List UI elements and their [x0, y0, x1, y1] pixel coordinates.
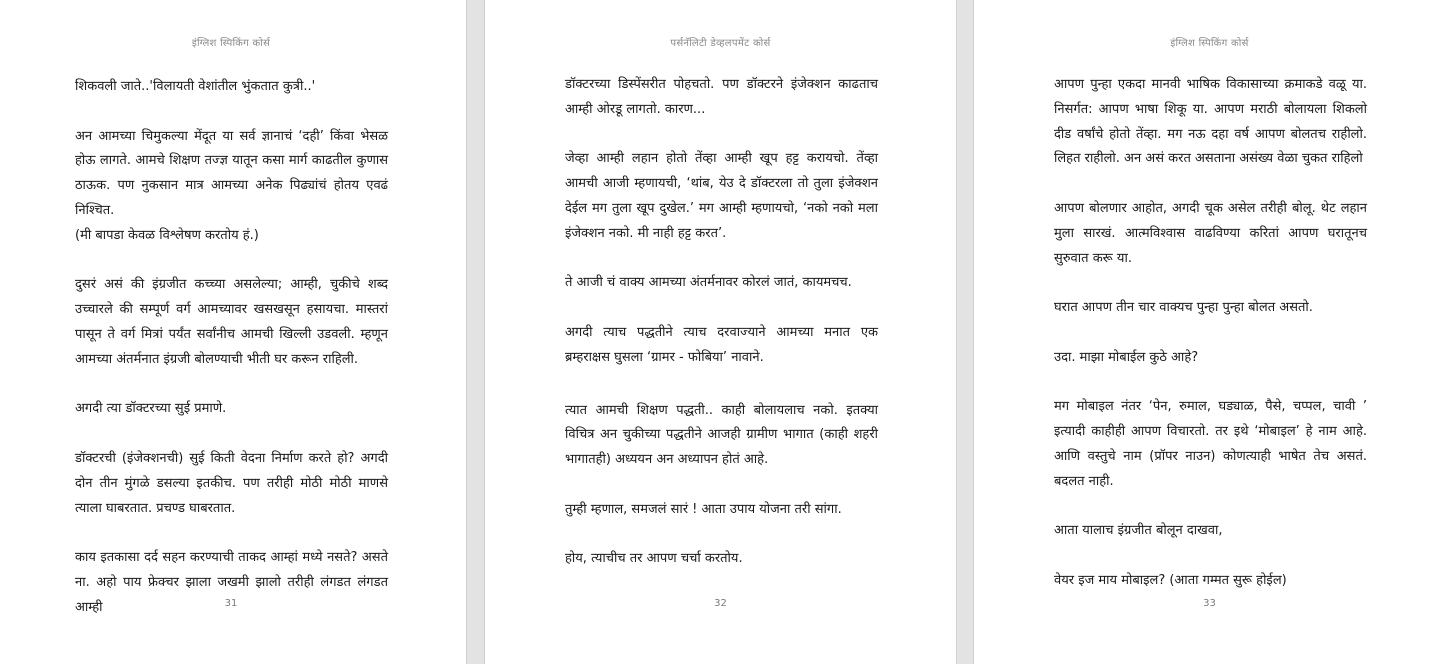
page-32 [484, 0, 957, 664]
paragraph: अगदी त्याच पद्धतीने त्याच दरवाज्याने आमच्या मनात एक ब्रम्हराक्षस घुसला ‘ग्रामर - फोबिया’ नावाने. [565, 324, 878, 365]
paragraph: आपण बोलणार आहोत, अगदी चूक असेल तरीही बोलू. थेट लहान मुला सारखं. आत्मविश्वास वाढविण्या करितां आपण घरातूनच सुरुवात करू या. [1054, 200, 1367, 266]
page-31 [0, 0, 467, 664]
page-number: 31 [224, 598, 238, 609]
paragraph: डॉक्टरच्या डिस्पेंसरीत पोहचतो. पण डॉक्टरने इंजेक्शन काढताच आम्ही ओरडू लागतो. कारण... [565, 77, 878, 117]
paragraph: अन आमच्या चिमुकल्या मेंदूत या सर्व ज्ञानाचं ‘दही’ किंवा भेसळ होऊ लागते. आमचे शिक्षण तज्ज्ञ यातून कसा मार्ग काढतील कुणास ठाऊक. पण नुकसान मात्र आमच्या अनेक पिढ्यांचं होतय एवढं निश्चित. [75, 128, 388, 218]
paragraph: त्यात आमची शिक्षण पद्धती.. काही बोलायलाच नको. इतक्या विचित्र अन चुकीच्या पद्धतीने आजही ग्रामीण भागात (काही शहरी भागातही) अध्ययन अन अध्यापन होतं आहे. [565, 402, 878, 468]
paragraph: आता यालाच इंग्रजीत बोलून दाखवा, [1054, 523, 1223, 539]
page-body [565, 73, 878, 597]
running-header: पर्सनॅलिटी डेव्हलपमेंट कोर्स [670, 38, 771, 49]
page-body [1054, 73, 1367, 619]
paragraph: काय इतकासा दर्द सहन करण्याची ताकद आम्हां मध्ये नसते? असते ना. अहो पाय फ्रेक्चर झाला जखमी झालो तरीही लंगडत लंगडत आम्ही [75, 550, 388, 615]
paragraph: दुसरं असं की इंग्रजीत कच्च्या असलेल्या; आम्ही, चुकीचे शब्द उच्चारले की सम्पूर्ण वर्ग आमच्यावर खसखसून हसायचा. मास्तरां पासून ते वर्ग मित्रां पर्यंत सर्वांनीच आमची खिल्ली उडवली. म्हणून आमच्या अंतर्मनात इंग्रजी बोलण्याची भीती घर करून राहिली. [75, 277, 388, 367]
page-number: 33 [1203, 598, 1216, 609]
paragraph: आपण पुन्हा एकदा मानवी भाषिक विकासाच्या क्रमाकडे वळू या. निसर्गत: आपण भाषा शिकू या. आपण मराठी बोलायला शिकलो दीड वर्षांचे होतो तेंव्हा. मग नऊ दहा वर्ष आपण बोलतच राहीलो. लिहत राहीलो. अन असं करत असताना असंख्य वेळा चुकत राहिलो [1054, 77, 1367, 167]
page-number: 32 [714, 598, 727, 609]
paragraph: शिकवली जाते..'विलायती वेशांतील भुंकतात कुत्री..' [75, 79, 316, 94]
paragraph: ते आजी चं वाक्य आमच्या अंतर्मनावर कोरलं जातं, कायमचच. [565, 275, 852, 291]
paragraph: (मी बापडा केवळ विश्लेषण करतोय हं.) [75, 227, 259, 243]
paragraph: होय, त्याचीच तर आपण चर्चा करतोय. [565, 551, 743, 567]
paragraph: उदा. माझा मोबाईल कुठे आहे? [1054, 349, 1199, 365]
paragraph: अगदी त्या डॉक्टरच्या सुई प्रमाणे. [75, 401, 227, 417]
paragraph: मग मोबाइल नंतर ‘पेन, रुमाल, घड्याळ, पैसे, चप्पल, चावी ’ इत्यादी काहीही आपण विचारतो. तर इथे ‘मोबाइल’ हे नाम आहे. आणि वस्तुचे नाम (प्रॉपर नाउन) कोणत्याही भाषेत तेच असतं. बदलत नाही. [1054, 399, 1367, 489]
page-body [75, 75, 388, 645]
paragraph: जेव्हा आम्ही लहान होतो तेंव्हा आम्ही खूप हट्ट करायचो. तेंव्हा आमची आजी म्हणायची, ‘थांब, येउ दे डॉक्टरला तो तुला इंजेक्शन देईल मग तुला खूप दुखेल.’ मग आम्ही म्हणायचो, ‘नको नको मला इंजेक्शन नको. मी नाही हट्ट करत’. [565, 151, 878, 241]
paragraph: वेयर इज माय मोबाइल? (आता गम्मत सुरू होईल) [1054, 572, 1287, 588]
running-header: इंग्लिश स्पिकिंग कोर्स [191, 38, 271, 49]
paragraph: तुम्ही म्हणाल, समजलं सारं ! आता उपाय योजना तरी सांगा. [565, 501, 842, 517]
paragraph: डॉक्टरची (इंजेक्शनची) सुई किती वेदना निर्माण करते हो? अगदी दोन तीन मुंगळे डसल्या इतकीच. पण तरीही मोठी मोठी माणसे त्याला घाबरतात. प्रचण्ड घाबरतात. [75, 450, 388, 516]
paragraph: घरात आपण तीन चार वाक्यच पुन्हा पुन्हा बोलत असतो. [1054, 300, 1313, 316]
page-33 [973, 0, 1445, 664]
running-header: इंग्लिश स्पिकिंग कोर्स [1170, 38, 1249, 49]
